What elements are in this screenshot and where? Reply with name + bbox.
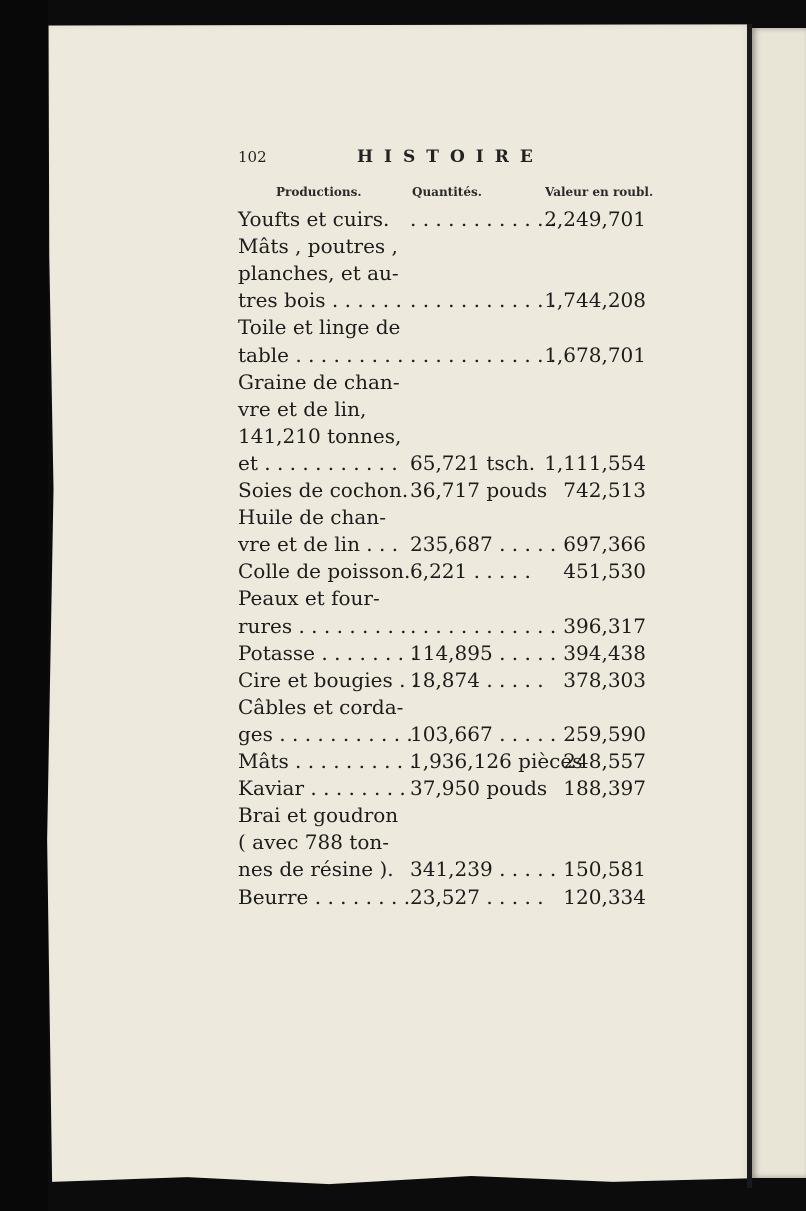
value-cell: 378,303 — [563, 667, 646, 692]
product-cell: Beurre . . . . . . . . — [238, 884, 411, 909]
product-cell: Mâts , poutres , — [238, 234, 398, 259]
product-cell: ( avec 788 ton- — [238, 830, 390, 855]
product-cell: Brai et goudron — [238, 803, 399, 828]
value-cell: 1,111,554 — [544, 450, 646, 475]
product-cell: table . . . . . . . . . — [238, 342, 404, 367]
quantity-cell: 341,239 . . . . . — [410, 857, 557, 882]
quantity-cell: 103,667 . . . . . — [410, 721, 557, 746]
running-title: HISTOIRE — [357, 147, 544, 167]
product-cell: Soies de cochon. — [238, 478, 409, 502]
quantity-cell: 114,895 . . . . . — [410, 640, 557, 665]
product-cell: Toile et linge de — [238, 315, 401, 340]
product-cell: planches, et au- — [238, 261, 399, 286]
product-cell: 141,210 tonnes, — [238, 423, 402, 448]
product-cell: Huile de chan- — [238, 505, 386, 530]
value-cell: 259,590 — [563, 721, 646, 746]
product-cell: nes de résine ). — [238, 857, 394, 882]
product-cell: Youfts et cuirs. — [238, 207, 390, 231]
value-cell: 396,317 — [563, 613, 646, 638]
product-cell: Câbles et corda- — [238, 694, 404, 719]
column-header-quantites: Quantités. — [412, 185, 482, 199]
value-cell: 188,397 — [563, 776, 646, 801]
product-cell: rures . . . . . . . . . — [238, 613, 407, 638]
product-cell: Potasse . . . . . . . . — [238, 640, 417, 665]
column-header-productions: Productions. — [276, 185, 362, 199]
quantity-cell: 1,936,126 pièces — [410, 749, 583, 773]
product-cell: Kaviar . . . . . . . . — [238, 776, 406, 801]
product-cell: vre et de lin, — [238, 396, 367, 421]
quantity-cell: 18,874 . . . . . — [410, 667, 544, 692]
product-cell: ges . . . . . . . . . . . — [238, 721, 413, 746]
value-cell: 697,366 — [563, 532, 646, 557]
page-number: 102 — [238, 148, 267, 166]
next-page-edge — [752, 28, 806, 1178]
quantity-cell: 36,717 pouds — [410, 478, 548, 502]
value-cell: 248,557 — [563, 749, 646, 773]
value-cell: 150,581 — [563, 857, 646, 882]
product-cell: Graine de chan- — [238, 369, 400, 394]
column-header-valeur: Valeur en roubl. — [545, 185, 654, 199]
value-cell: 1,678,701 — [544, 342, 646, 367]
quantity-cell: 23,527 . . . . . — [410, 884, 544, 909]
product-cell: vre et de lin . . . — [238, 532, 399, 557]
value-cell: 2,249,701 — [544, 207, 646, 231]
value-cell: 742,513 — [563, 478, 646, 502]
quantity-cell: . . . . . . . . . . . . — [410, 613, 557, 638]
quantity-cell: . . . . . . . . . . . . — [410, 288, 557, 313]
quantity-cell: . . . . . . . . . . . . — [410, 342, 557, 367]
quantity-cell: 65,721 tsch. — [410, 450, 536, 475]
book-spine-shadow — [0, 0, 48, 1211]
product-cell: Mâts . . . . . . . . . . — [238, 749, 416, 773]
value-cell: 120,334 — [563, 884, 646, 909]
product-cell: Peaux et four- — [238, 586, 380, 611]
product-cell: Cire et bougies . . — [238, 667, 419, 692]
quantity-cell: 37,950 pouds — [410, 776, 548, 801]
product-cell: Colle de poisson. — [238, 559, 411, 584]
quantity-cell: 235,687 . . . . . — [410, 532, 557, 557]
quantity-cell: . . . . . . . . . . . . — [410, 207, 557, 231]
product-cell: et . . . . . . . . . . . — [238, 450, 398, 475]
quantity-cell: 6,221 . . . . . — [410, 559, 531, 584]
value-cell: 1,744,208 — [544, 288, 646, 313]
value-cell: 451,530 — [563, 559, 646, 584]
value-cell: 394,438 — [563, 640, 646, 665]
product-cell: tres bois . . . . . . — [238, 288, 402, 313]
